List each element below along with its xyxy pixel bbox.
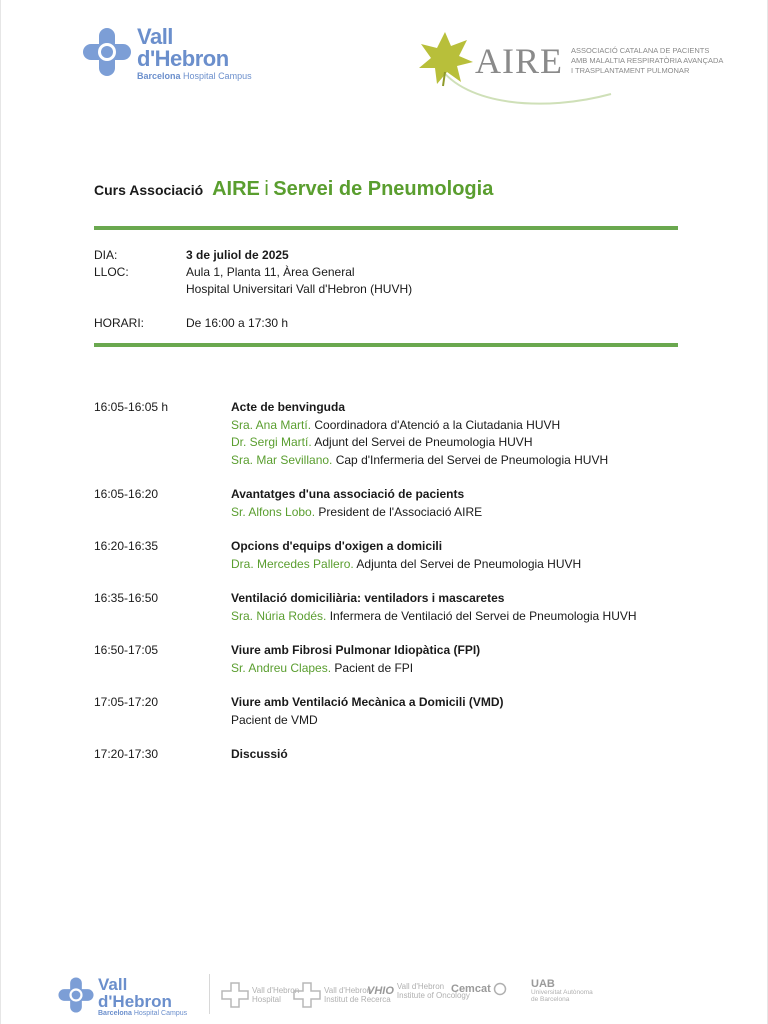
dia-value: 3 de juliol de 2025: [186, 248, 289, 262]
agenda-time: 16:05-16:05 h: [94, 400, 169, 414]
agenda-item: [94, 399, 694, 469]
vall-hebron-cross-icon: [81, 26, 133, 78]
agenda-topic: Avantatges d'una associació de pacients: [231, 487, 465, 501]
agenda-time: 16:35-16:50: [94, 591, 159, 605]
footer-logo-cemcat: [451, 982, 510, 996]
agenda: [94, 399, 694, 764]
agenda-speaker: Sra. Núria Rodés. Infermera de Ventilació del Servei de Pneumologia HUVH: [231, 608, 637, 623]
uab-logo-icon: UAB: [531, 978, 555, 990]
agenda-time: 17:20-17:30: [94, 747, 159, 761]
cemcat-logo-icon: Cemcat: [451, 982, 491, 995]
aire-logo-name: AIRE: [475, 41, 563, 81]
agenda-time: 16:20-16:35: [94, 539, 159, 553]
agenda-topic: Discussió: [231, 747, 288, 761]
agenda-speaker: Dr. Sergi Martí. Adjunt del Servei de Pneumologia HUVH: [231, 435, 533, 449]
vhio-logo-icon: VHIO: [367, 984, 394, 997]
agenda-item: [94, 538, 694, 573]
agenda-time: 17:05-17:20: [94, 695, 159, 709]
footer-logo-uab: UAB Universitat Autònoma de Barcelona: [531, 978, 593, 1003]
footer-logos: [57, 972, 597, 1016]
agenda-speaker: Sr. Alfons Lobo. President de l'Associació AIRE: [231, 504, 483, 519]
agenda-speaker: Sra. Mar Sevillano. Cap d'Infermeria del Servei de Pneumologia HUVH: [231, 452, 609, 467]
footer-logo-vh-hospital: Vall d'Hebron Hospital: [221, 982, 299, 1008]
title-prefix: Curs Associació: [94, 182, 204, 198]
divider-top: [94, 226, 678, 230]
agenda-item: [94, 642, 694, 677]
vh-logo-line1: Vall: [137, 24, 173, 49]
horari-label: HORARI:: [94, 316, 145, 330]
agenda-speaker: Dra. Mercedes Pallero. Adjunta del Servei de Pneumologia HUVH: [231, 556, 582, 571]
agenda-time: 16:50-17:05: [94, 643, 159, 657]
agenda-topic: Acte de benvinguda: [231, 400, 346, 414]
agenda-speaker: Sr. Andreu Clapes. Pacient de FPI: [231, 660, 414, 675]
leaf-icon: [415, 28, 475, 88]
title-aire: AIRE: [212, 178, 260, 200]
lloc-value-line2: Hospital Universitari Vall d'Hebron (HUVH): [186, 282, 413, 296]
agenda-topic: Viure amb Ventilació Mecànica a Domicili (VMD): [231, 695, 504, 709]
agenda-item: [94, 486, 694, 521]
footer-vall-hebron-logo: Vall d'Hebron Barcelona Hospital Campus: [57, 976, 187, 1017]
vh-hospital-cross-icon: [221, 982, 249, 1008]
horari-value: De 16:00 a 17:30 h: [186, 316, 289, 330]
divider-bottom: [94, 343, 678, 347]
agenda-topic: Ventilació domiciliària: ventiladors i mascaretes: [231, 591, 505, 605]
lloc-label: LLOC:: [94, 265, 129, 279]
document-title: [94, 178, 493, 201]
footer-separator: [209, 974, 210, 1014]
vall-hebron-logo: [81, 26, 252, 81]
footer-vh-cross-icon: [57, 976, 95, 1014]
aire-logo-description: ASSOCIACIÓ CATALANA DE PACIENTS AMB MALALTIA RESPIRATÒRIA AVANÇADA I TRASPLANTAMENT PULMONAR: [571, 46, 724, 75]
cemcat-circle-icon: [493, 982, 507, 996]
agenda-topic: Viure amb Fibrosi Pulmonar Idiopàtica (FPI): [231, 643, 481, 657]
footer-logo-vhio: VHIO Vall d'Hebron Institute of Oncology: [367, 982, 470, 1000]
title-conjunction: i: [264, 178, 269, 200]
vh-logo-line2: d'Hebron: [137, 46, 229, 71]
aire-logo: [415, 28, 724, 110]
lloc-value-line1: Aula 1, Planta 11, Àrea General: [186, 265, 355, 279]
vh-institut-cross-icon: [293, 982, 321, 1008]
dia-label: DIA:: [94, 248, 118, 262]
agenda-speaker: Pacient de VMD: [231, 712, 318, 727]
agenda-item: [94, 694, 694, 729]
agenda-speaker: Sra. Ana Martí. Coordinadora d'Atenció a la Ciutadania HUVH: [231, 417, 561, 432]
agenda-item: [94, 746, 694, 764]
agenda-item: [94, 590, 694, 625]
agenda-time: 16:05-16:20: [94, 487, 159, 501]
footer-logo-vh-institut: Vall d'Hebron Institut de Recerca: [293, 982, 391, 1008]
agenda-topic: Opcions d'equips d'oxigen a domicili: [231, 539, 443, 553]
title-rest: Servei de Pneumologia: [273, 178, 494, 200]
vh-logo-line3: Barcelona Hospital Campus: [137, 71, 252, 81]
